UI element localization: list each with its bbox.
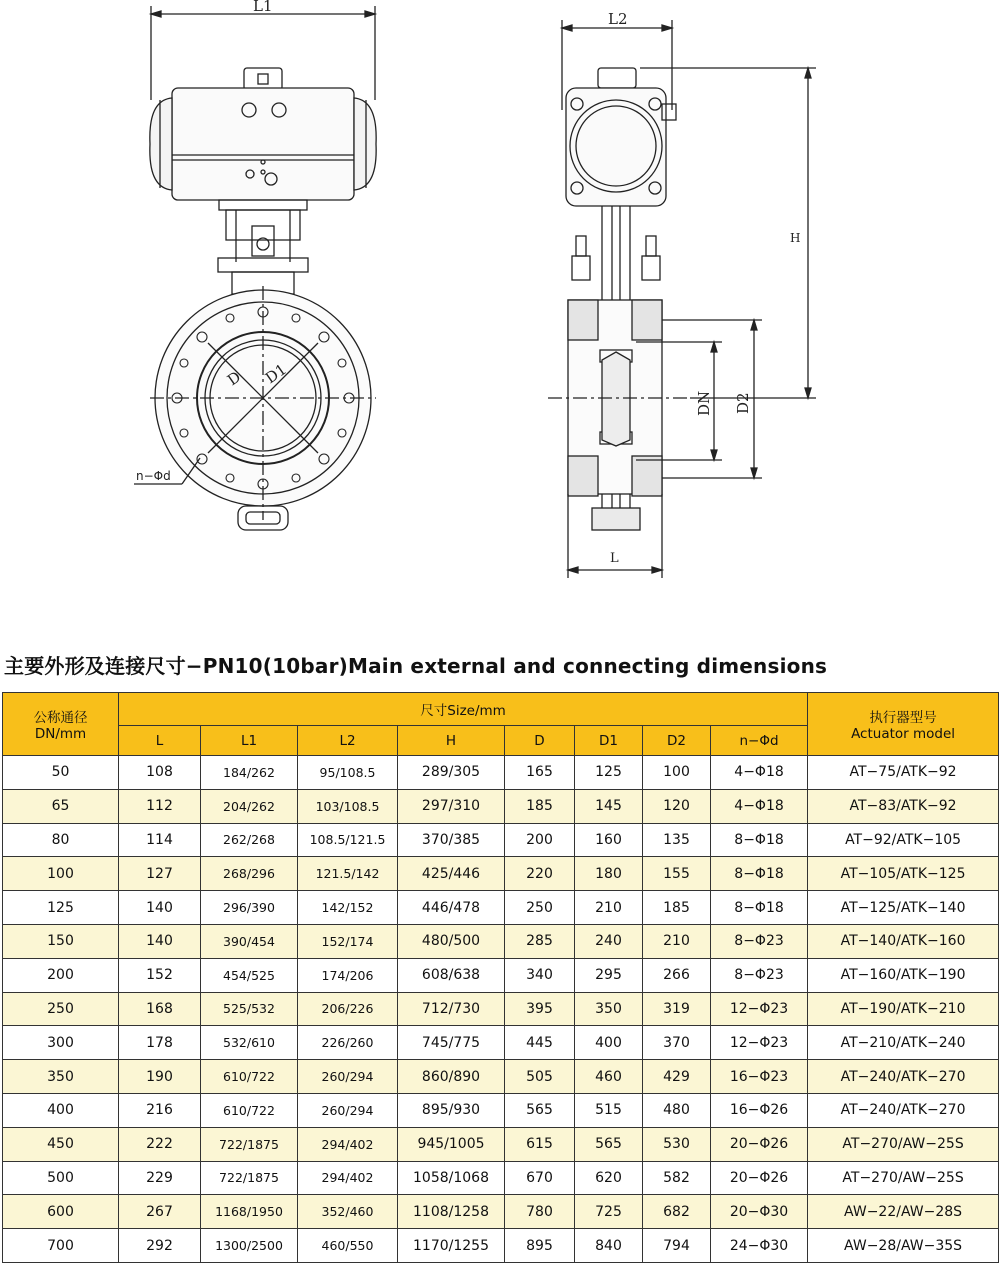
label-D1: D1	[261, 360, 290, 388]
table-cell: 895/930	[398, 1093, 505, 1127]
table-cell: 185	[505, 789, 575, 823]
table-cell: 145	[575, 789, 643, 823]
table-cell: 150	[3, 924, 119, 958]
actuator-front	[150, 68, 376, 200]
table-cell: 180	[575, 857, 643, 891]
table-cell: 20−Φ26	[711, 1161, 808, 1195]
table-cell: 295	[575, 958, 643, 992]
table-cell: 1300/2500	[201, 1229, 298, 1263]
table-cell: AT−125/ATK−140	[808, 891, 999, 925]
table-cell: 350	[3, 1060, 119, 1094]
table-cell: 184/262	[201, 756, 298, 790]
header-actuator-cn: 执行器型号	[869, 710, 937, 726]
header-dn	[3, 693, 119, 756]
table-cell: 12−Φ23	[711, 992, 808, 1026]
table-row	[3, 857, 999, 891]
table-row	[3, 992, 999, 1026]
table-row	[3, 1195, 999, 1229]
table-cell: 700	[3, 1229, 119, 1263]
table-cell: 262/268	[201, 823, 298, 857]
label-L: L	[610, 551, 619, 566]
table-row	[3, 1093, 999, 1127]
table-row	[3, 891, 999, 925]
table-cell: AT−105/ATK−125	[808, 857, 999, 891]
table-cell: 114	[119, 823, 201, 857]
table-cell: 500	[3, 1161, 119, 1195]
column-header: D1	[575, 726, 643, 756]
table-cell: AT−75/ATK−92	[808, 756, 999, 790]
table-cell: 178	[119, 1026, 201, 1060]
table-cell: 168	[119, 992, 201, 1026]
valve-body-front	[150, 286, 376, 530]
table-cell: 165	[505, 756, 575, 790]
table-cell: 615	[505, 1127, 575, 1161]
header-dn-cn: 公称通径	[33, 710, 88, 726]
table-cell: 80	[3, 823, 119, 857]
table-cell: 160	[575, 823, 643, 857]
column-header: n−Φd	[711, 726, 808, 756]
table-cell: 1170/1255	[398, 1229, 505, 1263]
table-cell: 1168/1950	[201, 1195, 298, 1229]
table-cell: 204/262	[201, 789, 298, 823]
table-cell: 12−Φ23	[711, 1026, 808, 1060]
valve-body-side	[548, 300, 690, 530]
table-cell: 121.5/142	[298, 857, 398, 891]
table-cell: 712/730	[398, 992, 505, 1026]
table-cell: AT−240/ATK−270	[808, 1060, 999, 1094]
table-cell: 8−Φ18	[711, 823, 808, 857]
table-cell: 600	[3, 1195, 119, 1229]
table-cell: 895	[505, 1229, 575, 1263]
table-cell: 319	[643, 992, 711, 1026]
table-cell: 565	[505, 1093, 575, 1127]
table-cell: 8−Φ23	[711, 958, 808, 992]
label-H: H	[790, 231, 801, 245]
table-cell: 945/1005	[398, 1127, 505, 1161]
table-cell: 400	[575, 1026, 643, 1060]
table-cell: 4−Φ18	[711, 756, 808, 790]
table-cell: 24−Φ30	[711, 1229, 808, 1263]
section-heading: 主要外形及连接尺寸−PN10(10bar)Main external and connecting dimensions	[4, 654, 828, 678]
label-DN: DN	[695, 390, 713, 416]
label-D2: D2	[734, 392, 752, 414]
column-header: D	[505, 726, 575, 756]
table-cell: 297/310	[398, 789, 505, 823]
header-actuator	[808, 693, 999, 756]
table-cell: 565	[575, 1127, 643, 1161]
table-cell: 480	[643, 1093, 711, 1127]
table-cell: 446/478	[398, 891, 505, 925]
table-cell: 722/1875	[201, 1161, 298, 1195]
table-cell: 292	[119, 1229, 201, 1263]
table-cell: 794	[643, 1229, 711, 1263]
table-row	[3, 1161, 999, 1195]
table-cell: 4−Φ18	[711, 789, 808, 823]
column-header: L	[119, 726, 201, 756]
table-cell: 515	[575, 1093, 643, 1127]
table-cell: 296/390	[201, 891, 298, 925]
table-cell: 266	[643, 958, 711, 992]
table-cell: 670	[505, 1161, 575, 1195]
table-cell: 210	[643, 924, 711, 958]
table-cell: 289/305	[398, 756, 505, 790]
table-cell: 450	[3, 1127, 119, 1161]
table-row	[3, 823, 999, 857]
table-cell: 532/610	[201, 1026, 298, 1060]
dimensions-table	[2, 692, 999, 1263]
table-cell: 460/550	[298, 1229, 398, 1263]
table-cell: AW−28/AW−35S	[808, 1229, 999, 1263]
table-cell: 210	[575, 891, 643, 925]
table-cell: 525/532	[201, 992, 298, 1026]
table-cell: 220	[505, 857, 575, 891]
table-row	[3, 1229, 999, 1263]
column-header: H	[398, 726, 505, 756]
header-size: 尺寸Size/mm	[119, 693, 808, 726]
column-header: D2	[643, 726, 711, 756]
table-cell: 112	[119, 789, 201, 823]
table-cell: 120	[643, 789, 711, 823]
table-row	[3, 958, 999, 992]
table-cell: 722/1875	[201, 1127, 298, 1161]
table-cell: 1108/1258	[398, 1195, 505, 1229]
table-cell: 294/402	[298, 1127, 398, 1161]
table-cell: 352/460	[298, 1195, 398, 1229]
table-cell: 100	[3, 857, 119, 891]
table-cell: 1058/1068	[398, 1161, 505, 1195]
table-cell: 200	[3, 958, 119, 992]
table-cell: 152	[119, 958, 201, 992]
table-cell: 725	[575, 1195, 643, 1229]
table-cell: 745/775	[398, 1026, 505, 1060]
table-cell: 135	[643, 823, 711, 857]
table-cell: 190	[119, 1060, 201, 1094]
column-header: L1	[201, 726, 298, 756]
table-cell: AT−270/AW−25S	[808, 1127, 999, 1161]
table-cell: 200	[505, 823, 575, 857]
table-cell: 127	[119, 857, 201, 891]
table-cell: 285	[505, 924, 575, 958]
table-row	[3, 756, 999, 790]
table-cell: 840	[575, 1229, 643, 1263]
label-nphid: n−Φd	[136, 469, 171, 483]
table-row	[3, 924, 999, 958]
table-row	[3, 1060, 999, 1094]
table-cell: 370/385	[398, 823, 505, 857]
table-cell: 268/296	[201, 857, 298, 891]
column-header: L2	[298, 726, 398, 756]
table-cell: AT−240/ATK−270	[808, 1093, 999, 1127]
table-cell: 250	[3, 992, 119, 1026]
table-cell: AT−140/ATK−160	[808, 924, 999, 958]
table-cell: 460	[575, 1060, 643, 1094]
table-cell: 226/260	[298, 1026, 398, 1060]
table-cell: 155	[643, 857, 711, 891]
table-cell: 216	[119, 1093, 201, 1127]
table-cell: 152/174	[298, 924, 398, 958]
table-cell: 140	[119, 891, 201, 925]
table-cell: 174/206	[298, 958, 398, 992]
label-L2: L2	[608, 10, 628, 28]
table-cell: 16−Φ26	[711, 1093, 808, 1127]
table-cell: 260/294	[298, 1060, 398, 1094]
table-cell: 95/108.5	[298, 756, 398, 790]
table-cell: 8−Φ18	[711, 891, 808, 925]
table-cell: 125	[3, 891, 119, 925]
table-cell: 100	[643, 756, 711, 790]
table-cell: 50	[3, 756, 119, 790]
table-cell: 103/108.5	[298, 789, 398, 823]
table-cell: 65	[3, 789, 119, 823]
table-cell: AT−210/ATK−240	[808, 1026, 999, 1060]
dim-L1	[151, 6, 375, 100]
table-cell: 454/525	[201, 958, 298, 992]
table-cell: 142/152	[298, 891, 398, 925]
label-D: D	[223, 367, 245, 390]
table-cell: 20−Φ30	[711, 1195, 808, 1229]
table-row	[3, 1127, 999, 1161]
table-cell: AT−190/ATK−210	[808, 992, 999, 1026]
table-row	[3, 789, 999, 823]
table-cell: 610/722	[201, 1060, 298, 1094]
table-cell: 185	[643, 891, 711, 925]
table-cell: AT−160/ATK−190	[808, 958, 999, 992]
table-cell: 610/722	[201, 1093, 298, 1127]
table-cell: 125	[575, 756, 643, 790]
table-cell: 390/454	[201, 924, 298, 958]
header-actuator-en: Actuator model	[851, 726, 956, 742]
table-cell: 480/500	[398, 924, 505, 958]
table-cell: 780	[505, 1195, 575, 1229]
table-cell: 395	[505, 992, 575, 1026]
table-cell: 294/402	[298, 1161, 398, 1195]
table-cell: 250	[505, 891, 575, 925]
table-body	[3, 756, 999, 1263]
table-cell: 582	[643, 1161, 711, 1195]
table-cell: 429	[643, 1060, 711, 1094]
table-cell: 608/638	[398, 958, 505, 992]
table-cell: 240	[575, 924, 643, 958]
actuator-side	[566, 68, 676, 206]
table-cell: AT−270/AW−25S	[808, 1161, 999, 1195]
header-dn-en: DN/mm	[34, 726, 87, 742]
table-cell: 682	[643, 1195, 711, 1229]
table-cell: AW−22/AW−28S	[808, 1195, 999, 1229]
table-cell: 370	[643, 1026, 711, 1060]
table-cell: 400	[3, 1093, 119, 1127]
table-cell: 16−Φ23	[711, 1060, 808, 1094]
table-cell: 20−Φ26	[711, 1127, 808, 1161]
table-cell: 505	[505, 1060, 575, 1094]
table-cell: 860/890	[398, 1060, 505, 1094]
table-cell: 8−Φ23	[711, 924, 808, 958]
table-cell: 140	[119, 924, 201, 958]
table-cell: 620	[575, 1161, 643, 1195]
table-cell: 108.5/121.5	[298, 823, 398, 857]
table-cell: 425/446	[398, 857, 505, 891]
table-cell: 267	[119, 1195, 201, 1229]
table-cell: 222	[119, 1127, 201, 1161]
table-cell: 340	[505, 958, 575, 992]
table-cell: AT−83/ATK−92	[808, 789, 999, 823]
table-cell: 260/294	[298, 1093, 398, 1127]
table-cell: 229	[119, 1161, 201, 1195]
table-cell: 530	[643, 1127, 711, 1161]
table-cell: 350	[575, 992, 643, 1026]
table-cell: AT−92/ATK−105	[808, 823, 999, 857]
table-cell: 445	[505, 1026, 575, 1060]
table-cell: 8−Φ18	[711, 857, 808, 891]
table-row	[3, 1026, 999, 1060]
table-cell: 108	[119, 756, 201, 790]
label-L1: L1	[253, 0, 273, 15]
table-cell: 206/226	[298, 992, 398, 1026]
table-cell: 300	[3, 1026, 119, 1060]
